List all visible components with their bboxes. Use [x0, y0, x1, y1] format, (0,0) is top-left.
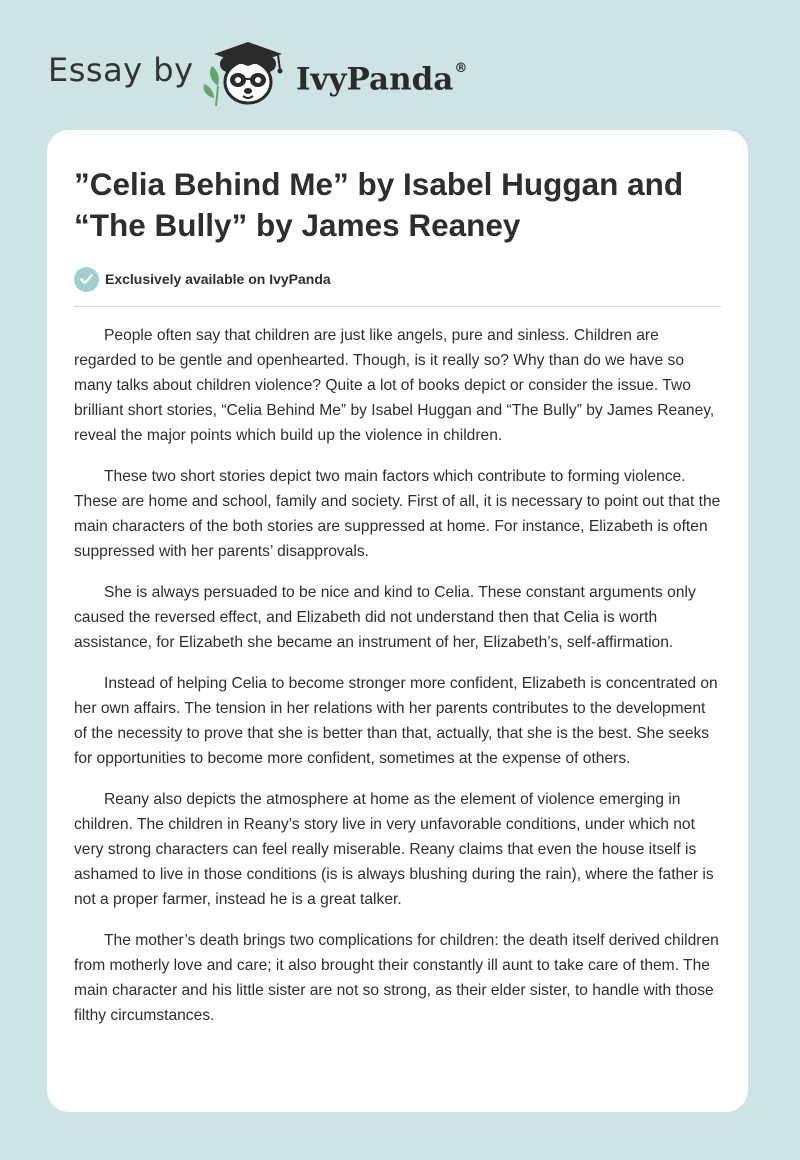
essay-by-label: Essay by [48, 51, 194, 89]
divider [74, 306, 721, 307]
ivypanda-logo-text[interactable] [296, 55, 467, 99]
site-header [0, 0, 800, 130]
registered-mark: ® [454, 61, 468, 76]
brand-name: IvyPanda [296, 61, 454, 98]
panda-graduate-icon[interactable] [200, 36, 296, 108]
paragraph: People often say that children are just like angels, pure and sinless. Children are regarded to be gentle and openhearted. Though, is it really so? Why than do we have so many talks about children violence? Quite a lot of books depict or consider the issue. Two brilliant short stories, “Celia Behind Me” by Isabel Huggan and “The Bully” by James Reaney, reveal the major points which build up the violence in children. [74, 327, 715, 444]
paragraph: The mother’s death brings two complications for children: the death itself derived children from motherly love and care; it also brought their constantly ill aunt to take care of them. The main character and his little sister are not so strong, as their elder sister, to handle with those filthy circumstances. [74, 932, 719, 1024]
paragraph: These two short stories depict two main factors which contribute to forming violence. These are home and school, family and society. First of all, it is necessary to point out that the main characters of the both stories are suppressed at home. For instance, Elizabeth is often suppressed with her parents’ disapprovals. [74, 468, 721, 560]
essay-card [47, 130, 748, 1112]
exclusive-badge-label: Exclusively available on IvyPanda [105, 271, 331, 287]
check-circle-icon [74, 267, 99, 292]
exclusive-badge [74, 264, 721, 294]
essay-body [74, 323, 721, 1028]
paragraph: Reany also depicts the atmosphere at home as the element of violence emerging in children. The children in Reany’s story live in very unfavorable conditions, under which not very strong characters can feel really miserable. Reany claims that even the house itself is ashamed to live in those conditions (is is always blushing during the rain), where the father is not a proper farmer, instead he is a great talker. [74, 791, 714, 908]
paragraph: She is always persuaded to be nice and kind to Celia. These constant arguments only caused the reversed effect, and Elizabeth did not understand then that Celia is worth assistance, for Elizabeth she became an instrument of her, Elizabeth’s, self-affirmation. [74, 584, 696, 651]
page-title: ”Celia Behind Me” by Isabel Huggan and “The Bully” by James Reaney [74, 166, 684, 243]
paragraph: Instead of helping Celia to become stronger more confident, Elizabeth is concentrated on her own affairs. The tension in her relations with her parents contributes to the development of the necessity to prove that she is better than that, actually, that she is the best. She seeks for opportunities to become more confident, sometimes at the expense of others. [74, 675, 718, 767]
